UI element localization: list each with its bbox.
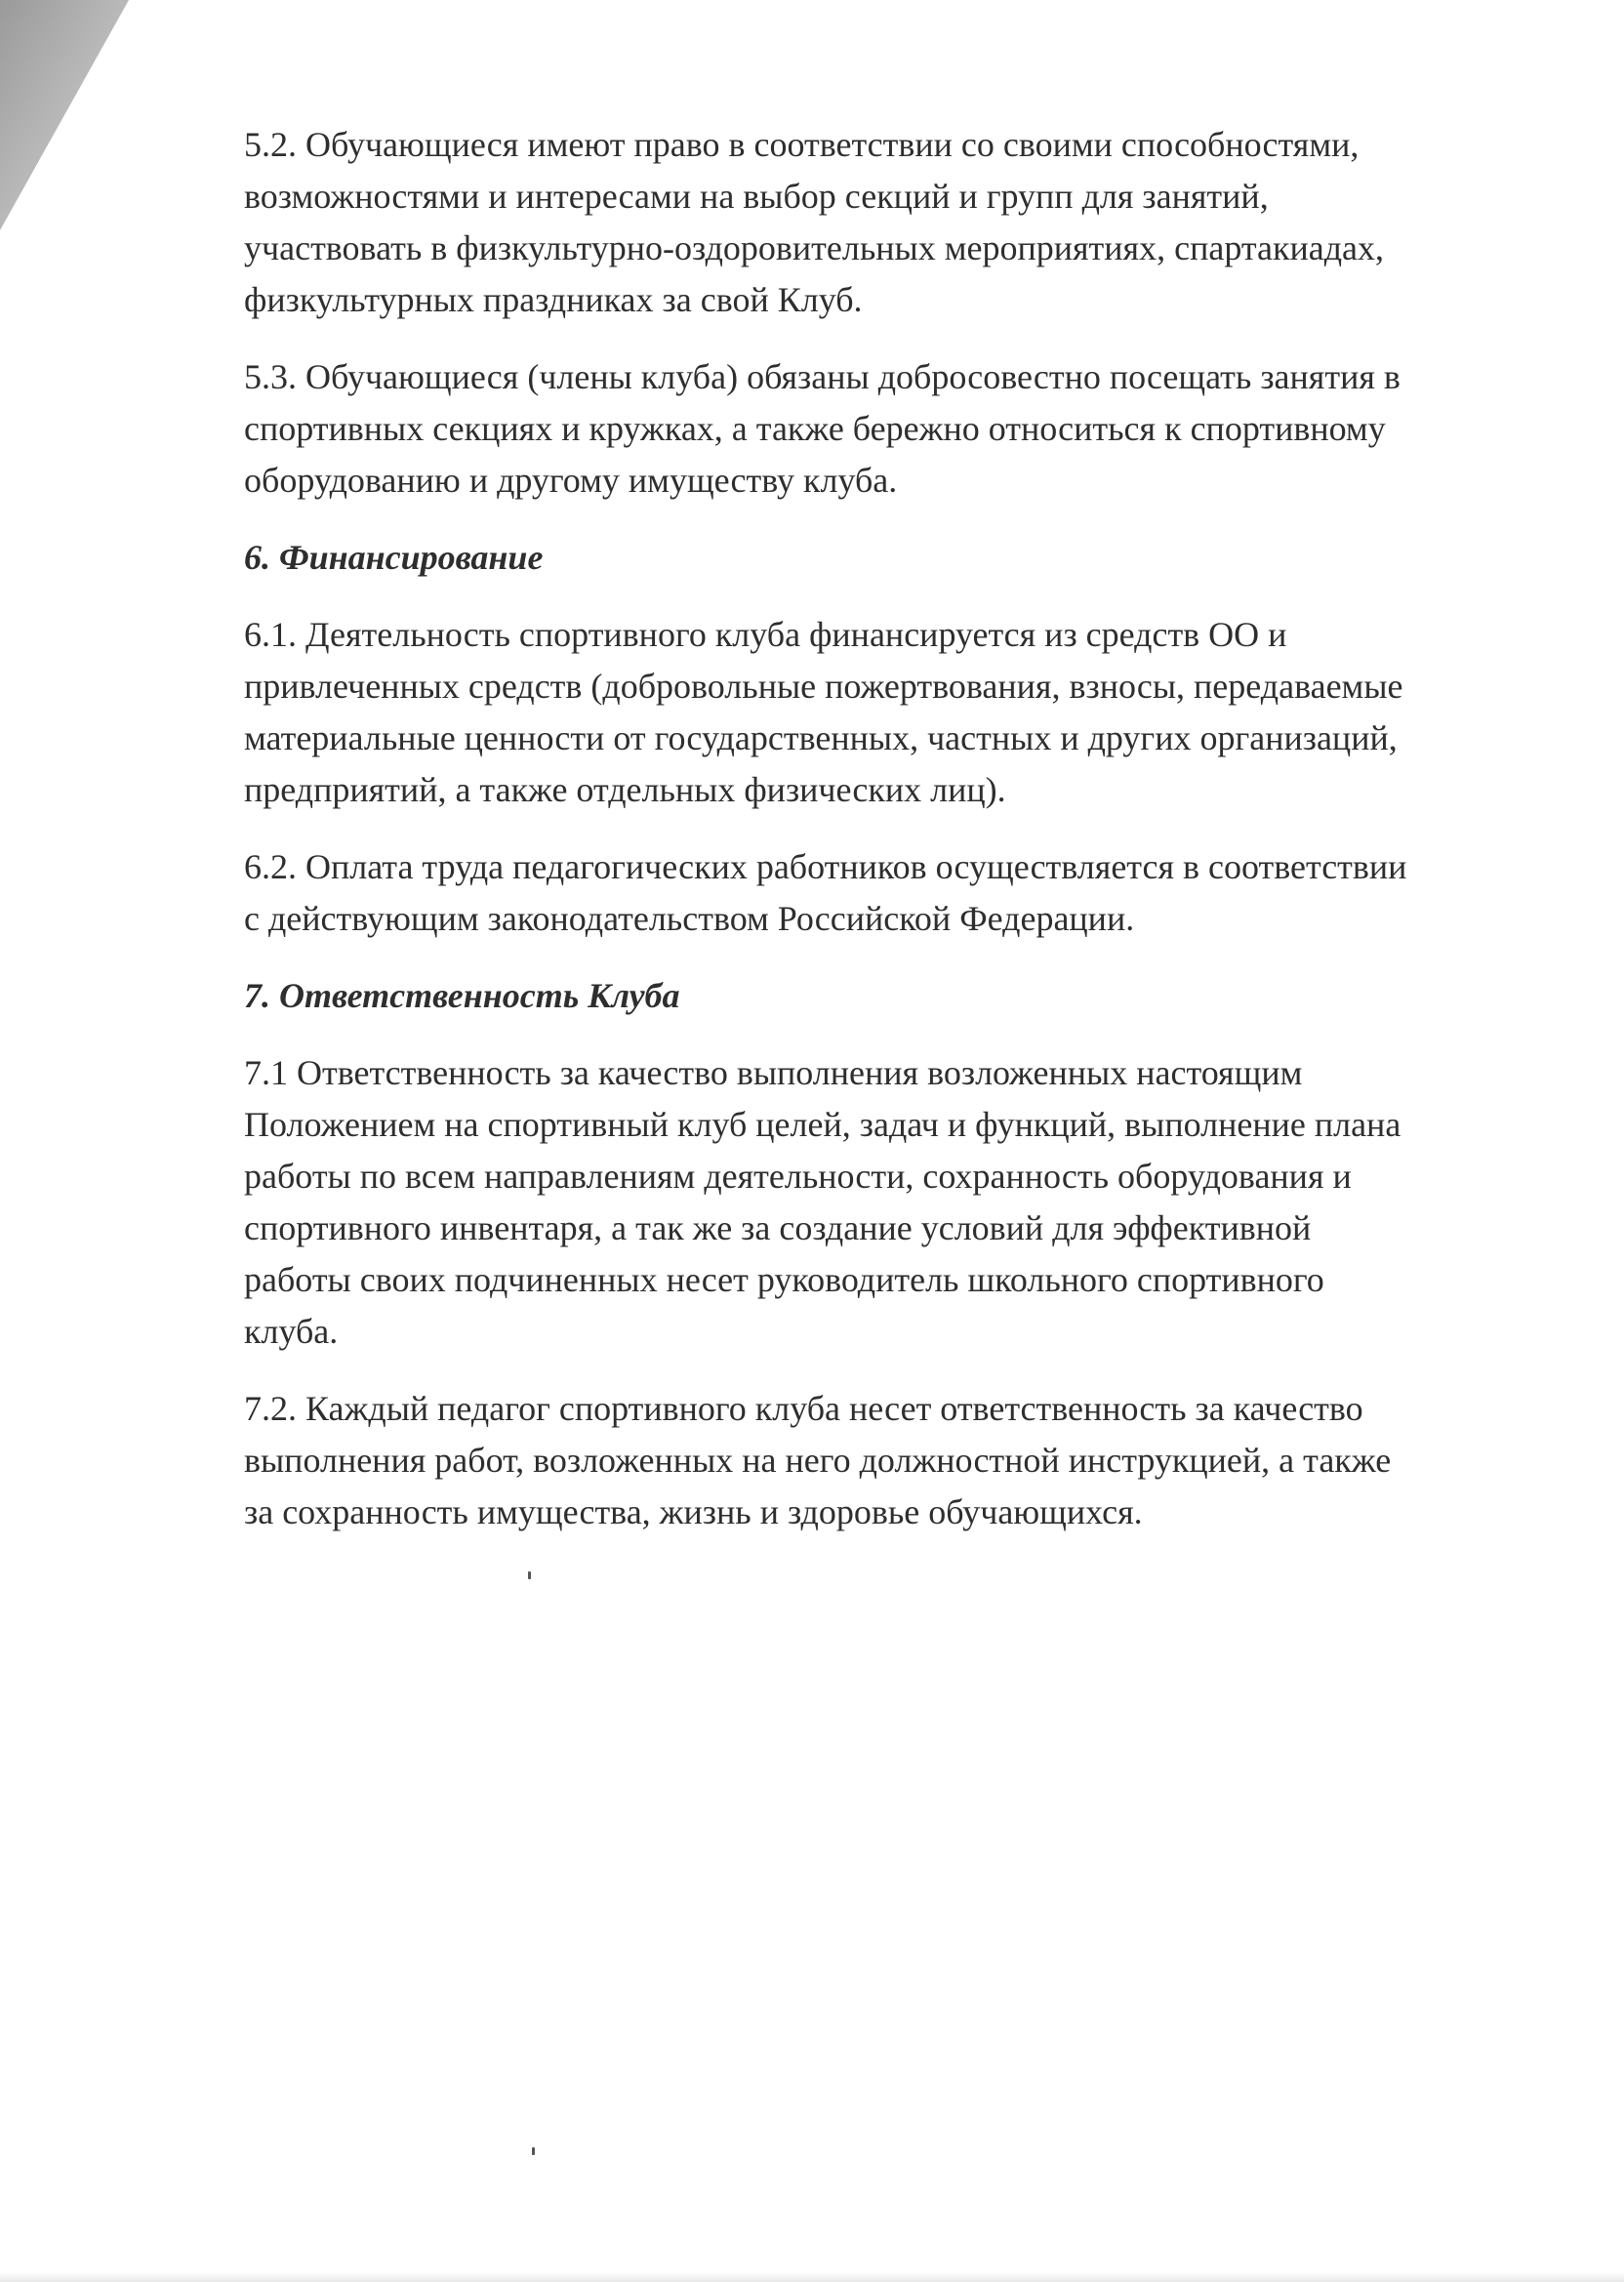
page-edge [0,2272,1624,2282]
scan-shadow-corner [0,0,137,234]
paragraph-5-2: 5.2. Обучающиеся имеют право в соответствии со своими способностями, возможностями и интересами на выбор секций и групп для занятий, участвовать в физкультурно-оздоровительных мероприятиях, спартакиадах, физкультурных праздниках за свой Клуб. [244,125,1385,319]
paragraph-6-2: 6.2. Оплата труда педагогических работников осуществляется в соответствии с действующим законодательством Российской Федерации. [244,847,1407,938]
scan-speck [532,2147,535,2155]
heading-financing: 6. Финансирование [244,538,544,577]
paragraph-6-1: 6.1. Деятельность спортивного клуба финансируется из средств ОО и привлеченных средств (добровольные пожертвования, взносы, передаваемые материальные ценности от государственных, частных и других организаций, предприятий, а также отдельных физических лиц). [244,615,1403,809]
paragraph-7-2: 7.2. Каждый педагог спортивного клуба несет ответственность за качество выполнения работ, возложенных на него должностной инструкцией, а также за сохранность имущества, жизнь и здоровье обучающихся. [244,1389,1392,1531]
heading-responsibility: 7. Ответственность Клуба [244,976,680,1015]
paragraph-5-3: 5.3. Обучающиеся (члены клуба) обязаны добросовестно посещать занятия в спортивных секциях и кружках, а также бережно относиться к спортивному оборудованию и другому имуществу клуба. [244,357,1401,500]
scan-speck [528,1571,531,1579]
document-body [244,119,1522,1564]
paragraph-7-1: 7.1 Ответственность за качество выполнения возложенных настоящим Положением на спортивный клуб целей, задач и функций, выполнение плана работы по всем направлениям деятельности, сохранность оборудования и спортивного инвентаря, а так же за создание условий для эффективной работы своих подчиненных несет руководитель школьного спортивного клуба. [244,1053,1401,1351]
